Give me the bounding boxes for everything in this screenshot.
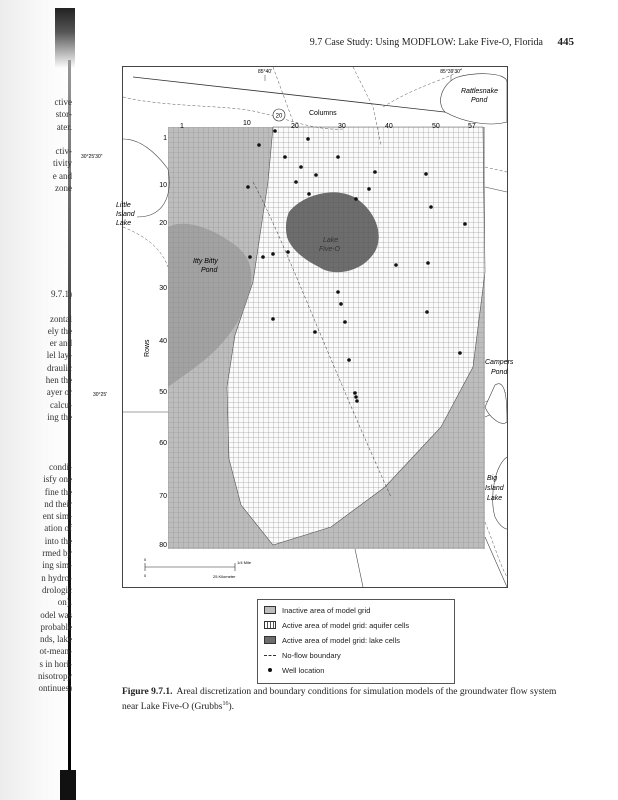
margin-text-line: ing the [47, 411, 72, 422]
lat-bottom-label: 30°25' [93, 392, 108, 398]
margin-text-line: ayer or [46, 387, 72, 398]
no-flow-swatch [264, 655, 276, 656]
big-island-label-1: Big [487, 475, 498, 482]
rattlesnake-pond-label-1: Rattlesnake [461, 88, 498, 95]
margin-text-line [2, 133, 72, 145]
columns-axis-label: Columns [309, 110, 337, 117]
margin-text-line [2, 300, 72, 312]
column-tick: 50 [432, 123, 440, 130]
margin-text-line: 9.7.1) [51, 289, 72, 299]
caption-ref: 16 [222, 701, 229, 707]
margin-text-line: ctiv- [55, 146, 72, 157]
legend-label: Active area of model grid: aquifer cells [282, 620, 410, 630]
little-island-label-1: Little [116, 202, 131, 209]
campers-pond-label-1: Campers [485, 359, 514, 366]
margin-text-line: into the [44, 535, 72, 546]
row-tick: 30 [159, 285, 167, 292]
legend-item-no-flow [264, 650, 341, 660]
road-number: 20 [275, 113, 283, 120]
margin-text-line: zontal [50, 313, 72, 324]
row-tick: 50 [159, 389, 167, 396]
rows-axis-label: Rows [144, 339, 151, 357]
lon-right-label: 85°39'30" [440, 69, 462, 75]
lake-five-o-label-1: Lake [323, 237, 339, 244]
margin-text-line: nisotropy [37, 671, 72, 682]
column-tick: 30 [338, 123, 346, 130]
itty-bitty-label-1: Itty Bitty [193, 258, 218, 265]
column-tick: 10 [243, 120, 251, 127]
legend-label: Active area of model grid: lake cells [282, 635, 400, 645]
scale-km-label: 25 Kilometer [213, 574, 236, 579]
margin-text-line: ation of [44, 523, 72, 534]
column-tick: 57 [468, 123, 476, 130]
lat-top-label: 30°25'30" [81, 154, 103, 160]
legend-item-inactive [264, 605, 370, 615]
legend-label: No-flow boundary [282, 650, 341, 660]
margin-text-line: ater. [56, 121, 72, 132]
row-tick: 20 [159, 220, 167, 227]
row-tick: 10 [159, 182, 167, 189]
inactive-swatch [264, 606, 276, 614]
row-tick: 60 [159, 440, 167, 447]
scale-bar [144, 557, 252, 579]
rattlesnake-pond-label-2: Pond [471, 97, 488, 104]
margin-text-line: draulic [47, 362, 72, 373]
margin-text-line: ot-mean- [39, 646, 72, 657]
row-tick-labels [159, 135, 167, 549]
lake-swatch [264, 636, 276, 644]
figure-label: Figure 9.7.1. [122, 687, 173, 697]
margin-text-line: n hydro- [41, 572, 72, 583]
margin-text-line: on). [57, 597, 72, 608]
lon-left-label: 85°40' [257, 69, 273, 75]
model-grid-map [81, 66, 514, 588]
margin-text-line: ent sim- [42, 511, 72, 522]
little-island-label-3: Lake [116, 220, 132, 227]
margin-text-line: isfy one [43, 474, 72, 485]
margin-text-line: tivity [52, 158, 72, 169]
row-tick: 1 [163, 135, 167, 142]
margin-text-line: s in hori- [39, 658, 72, 669]
figure-caption [122, 686, 572, 713]
margin-text-line: probable [40, 621, 72, 632]
margin-text-line: ontinues) [38, 683, 72, 694]
binding-bottom-shadow [60, 770, 76, 800]
running-title: 9.7 Case Study: Using MODFLOW: Lake Five-O, Florida [309, 37, 543, 48]
column-tick: 40 [385, 123, 393, 130]
column-tick: 20 [291, 123, 299, 130]
margin-text-line: calcu- [50, 399, 72, 410]
margin-text-line: fine the [44, 486, 72, 497]
scale-zero-top: 0 [144, 557, 147, 562]
running-header [310, 36, 574, 48]
binding-top-shadow [55, 8, 75, 68]
map-legend [257, 599, 455, 684]
legend-label: Inactive area of model grid [282, 605, 371, 615]
big-island-label-3: Lake [487, 495, 503, 502]
lake-five-o-label-2: Five-O [319, 246, 340, 253]
margin-fragment-2 [2, 288, 72, 423]
scale-zero-bottom: 0 [144, 573, 147, 578]
campers-pond-label-2: Pond [491, 369, 508, 376]
margin-text-line: drologic [42, 584, 72, 595]
margin-fragment-1 [2, 96, 72, 194]
legend-item-aquifer [264, 620, 409, 630]
little-island-label-2: Island [116, 211, 135, 218]
column-tick: 1 [180, 123, 184, 130]
margin-text-line: e and [52, 170, 72, 181]
margin-text-line: odel was [40, 609, 72, 620]
page-number: 445 [557, 36, 574, 48]
legend-label: Well location [282, 665, 325, 675]
itty-bitty-label-2: Pond [201, 267, 218, 274]
big-island-label-2: Island [485, 485, 504, 492]
caption-text: Areal discretization and boundary conditions for simulation models of the groundwater flow system near Lake Five-O (Grubbs [122, 687, 557, 713]
margin-text-line: nd their [44, 498, 72, 509]
margin-fragment-3 [2, 461, 72, 695]
row-tick: 70 [159, 493, 167, 500]
margin-text-line: stor- [55, 109, 72, 120]
margin-text-line: zone [55, 183, 72, 194]
margin-text-line: ely the [47, 325, 72, 336]
margin-text-line: lel lay- [46, 350, 72, 361]
margin-text-line: ing sim- [42, 560, 72, 571]
row-tick: 80 [159, 542, 167, 549]
row-tick: 40 [159, 338, 167, 345]
margin-text-line: condi- [49, 462, 72, 472]
legend-item-lake [264, 635, 400, 645]
margin-text-line: nds, lake [40, 634, 72, 645]
margin-text-line: er and [49, 338, 72, 349]
legend-item-well [264, 665, 324, 675]
caption-end: ). [228, 702, 235, 713]
well-swatch [268, 668, 272, 672]
margin-text-line: ctive [54, 97, 72, 107]
margin-text-line: hen the [45, 375, 72, 386]
scale-mile-label: 1/4 Mile [237, 560, 252, 565]
aquifer-swatch [264, 621, 276, 629]
margin-text-line: rmed by [42, 548, 72, 559]
